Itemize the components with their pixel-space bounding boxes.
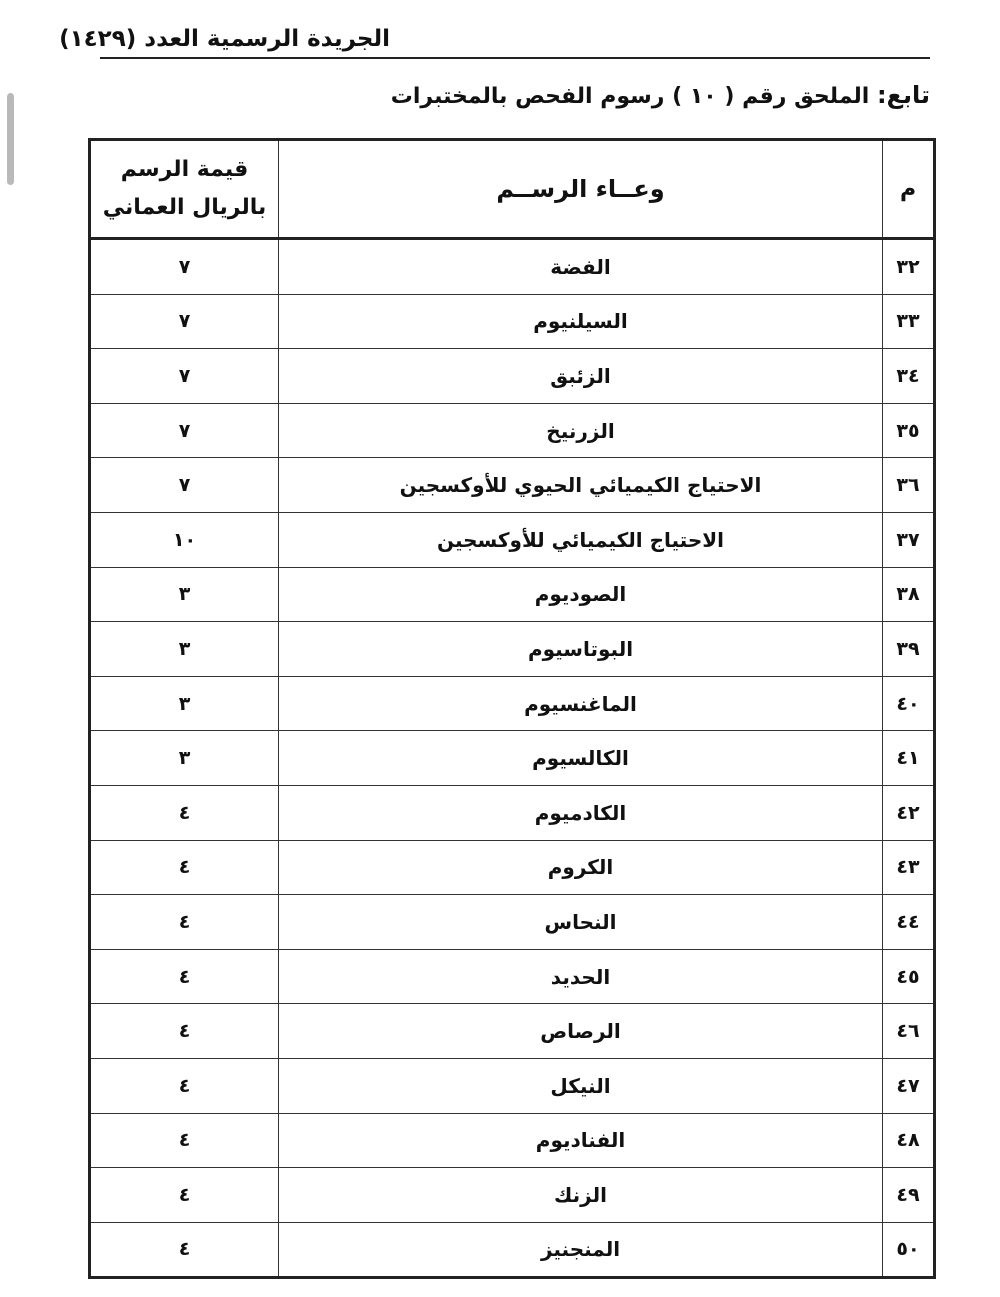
row-number: ٣٨ [883,567,935,622]
row-fee: ٧ [90,349,279,404]
row-fee: ٣ [90,622,279,677]
row-fee: ٤ [90,1222,279,1278]
row-fee: ٤ [90,1113,279,1168]
row-number: ٤٤ [883,895,935,950]
table-row [90,895,935,950]
row-item: الاحتياج الكيميائي الحيوي للأوكسجين [279,458,883,513]
row-item: الزئبق [279,349,883,404]
column-header-fee-line2: بالريال العماني [102,195,267,220]
row-number: ٤٣ [883,840,935,895]
row-item: الاحتياج الكيميائي للأوكسجين [279,512,883,567]
table-row [90,1222,935,1278]
row-item: الزرنيخ [279,403,883,458]
row-number: ٤٩ [883,1168,935,1223]
table-row [90,1004,935,1059]
row-item: البوتاسيوم [279,622,883,677]
row-number: ٤٢ [883,785,935,840]
scrollbar-thumb[interactable] [7,93,14,185]
table-row [90,949,935,1004]
table-row [90,512,935,567]
section-title-prefix: تابع: [876,81,930,109]
row-item: الكادميوم [279,785,883,840]
row-number: ٤٨ [883,1113,935,1168]
row-number: ٤٠ [883,676,935,731]
section-title-text: الملحق رقم ( ١٠ ) رسوم الفحص بالمختبرات [390,84,870,109]
row-number: ٤٦ [883,1004,935,1059]
row-fee: ٤ [90,949,279,1004]
row-fee: ٤ [90,1168,279,1223]
row-fee: ٤ [90,1004,279,1059]
row-number: ٤٥ [883,949,935,1004]
row-item: الفناديوم [279,1113,883,1168]
table-row [90,785,935,840]
table-row [90,676,935,731]
row-number: ٣٦ [883,458,935,513]
row-fee: ٧ [90,239,279,295]
section-title [391,78,930,114]
row-fee: ٤ [90,785,279,840]
row-item: النحاس [279,895,883,950]
table-row [90,567,935,622]
row-fee: ٧ [90,403,279,458]
row-item: السيلنيوم [279,294,883,349]
row-fee: ٧ [90,458,279,513]
column-header-item: وعــاء الرســم [279,140,883,239]
table-header-row [90,140,935,239]
table-row [90,458,935,513]
row-item: النيكل [279,1058,883,1113]
row-fee: ١٠ [90,512,279,567]
fee-table [88,138,936,1279]
row-item: الرصاص [279,1004,883,1059]
table-row [90,1113,935,1168]
header-divider [100,57,930,59]
table-row [90,622,935,677]
row-item: المنجنيز [279,1222,883,1278]
table-row [90,294,935,349]
table-row [90,840,935,895]
row-fee: ٤ [90,895,279,950]
row-number: ٣٣ [883,294,935,349]
column-header-fee-line1: قيمة الرسم [120,157,249,182]
table-row [90,731,935,786]
row-fee: ٣ [90,731,279,786]
row-item: الفضة [279,239,883,295]
row-fee: ٣ [90,676,279,731]
row-fee: ٤ [90,1058,279,1113]
row-number: ٤١ [883,731,935,786]
row-number: ٣٧ [883,512,935,567]
row-number: ٣٥ [883,403,935,458]
table-row [90,1168,935,1223]
row-item: الزنك [279,1168,883,1223]
table-row [90,239,935,295]
row-number: ٣٩ [883,622,935,677]
row-item: الحديد [279,949,883,1004]
row-item: الكروم [279,840,883,895]
row-item: الماغنسيوم [279,676,883,731]
row-number: ٤٧ [883,1058,935,1113]
column-header-fee [90,140,279,239]
table-body [90,239,935,1278]
row-item: الكالسيوم [279,731,883,786]
row-number: ٣٤ [883,349,935,404]
table-row [90,403,935,458]
running-header: الجريدة الرسمية العدد (١٤٢٩) [59,26,390,52]
row-item: الصوديوم [279,567,883,622]
row-fee: ٧ [90,294,279,349]
column-header-number: م [883,140,935,239]
table-row [90,349,935,404]
row-fee: ٣ [90,567,279,622]
table-row [90,1058,935,1113]
row-fee: ٤ [90,840,279,895]
row-number: ٣٢ [883,239,935,295]
row-number: ٥٠ [883,1222,935,1278]
